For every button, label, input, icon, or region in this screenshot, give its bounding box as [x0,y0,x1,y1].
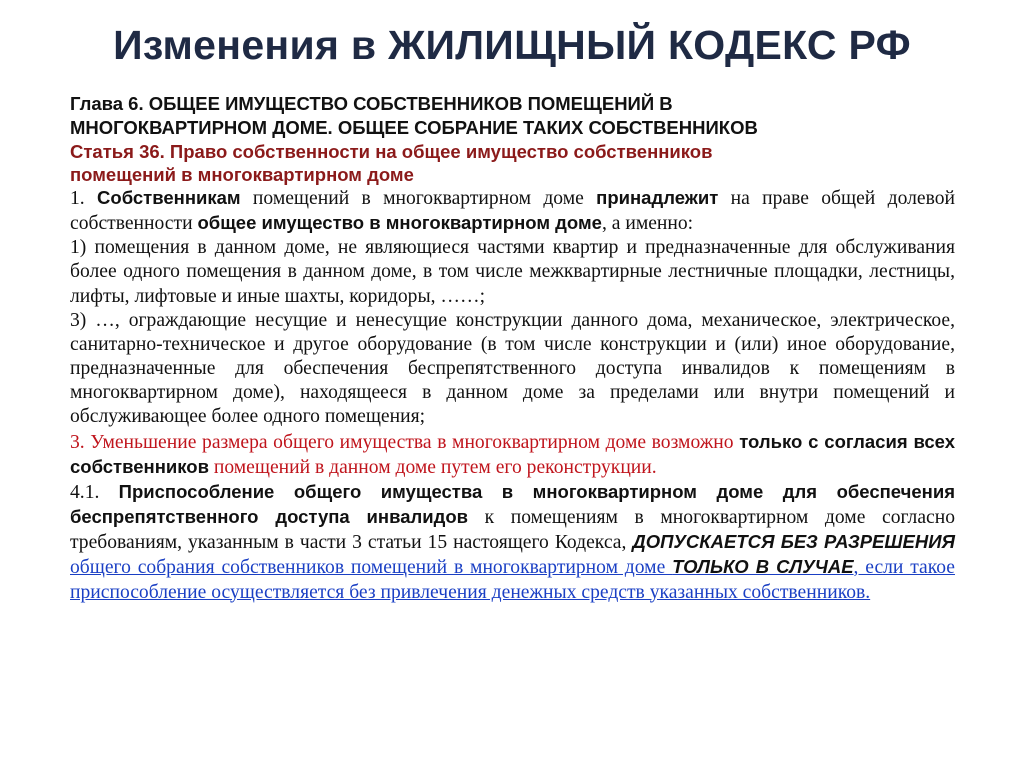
only-if-term: ТОЛЬКО В СЛУЧАЕ [672,556,854,578]
owners-term: Собственникам [97,187,241,208]
paragraph-1-text-b: на праве общей долевой собственности [70,188,955,235]
consent-all-owners-term: только с согласия всех собственников [70,430,955,477]
adaptation-term: Приспособление общего имущества в многоквартирном доме для обеспечения беспрепятственного доступа инвалидов [70,480,956,528]
paragraph-2: 1) помещения в данном доме, не являющиеся частями квартир и предназначенные для обслуживания более одного помещения в данном доме, в том числе межквартирные лестничные площадки, лестницы, лифты, лифтовые и иные шахты, коридоры, ……; [70,237,955,307]
article-heading-line-2: помещений в многоквартирном доме [70,164,414,185]
paragraph-1 [70,186,955,236]
chapter-heading-line-1: Глава 6. ОБЩЕЕ ИМУЩЕСТВО СОБСТВЕННИКОВ ПОМЕЩЕНИЙ В [70,93,673,114]
paragraph-5-text-a: к помещениям в многоквартирном доме согласно требованиям, указанным в части 3 статьи 15 настоящего Кодекса, [70,507,955,554]
condition-link-text: , если такое приспособление осуществляется без привлечения денежных средств указанных собственников. [70,557,955,603]
general-meeting-link-text: общего собрания собственников помещений в многоквартирном доме [70,557,673,579]
paragraph-4-text-a: 3. Уменьшение размера общего имущества в многоквартирном доме возможно [70,431,740,453]
paragraph-4 [70,430,955,480]
paragraph-5 [70,480,955,605]
paragraph-1-text-a: помещений в многоквартирном доме [240,188,597,209]
general-meeting-link[interactable] [70,557,955,602]
paragraph-1-number: 1. [70,188,98,209]
article-body [70,186,955,605]
paragraph-3: 3) …, ограждающие несущие и ненесущие конструкции данного дома, механическое, электрическое, санитарно-техническое и другое оборудование (в том числе конструкции и (или) иное оборудование, предназначенные для обеспечения беспрепятственного доступа инвалидов к помещениям в многоквартирном доме), находящееся в данном доме за пределами или внутри помещений и обслуживающее более одного помещения; [70,309,955,428]
belongs-term: принадлежит [596,187,719,208]
paragraph-4-text-b: помещений в данном доме путем его реконструкции. [208,456,657,478]
paragraph-5-number: 4.1. [70,481,119,503]
paragraph-1-text-c: , а именно: [601,213,694,235]
common-property-term: общее имущество в многоквартирном доме [197,212,602,234]
slide-title: Изменения в ЖИЛИЩНЫЙ КОДЕКС РФ [113,22,911,68]
article-heading-line-1: Статья 36. Право собственности на общее имущество собственников [70,141,713,162]
allowed-without-permission-term: ДОПУСКАЕТСЯ БЕЗ РАЗРЕШЕНИЯ [632,531,956,553]
chapter-heading-line-2: МНОГОКВАРТИРНОМ ДОМЕ. ОБЩЕЕ СОБРАНИЕ ТАКИХ СОБСТВЕННИКОВ [70,117,758,138]
